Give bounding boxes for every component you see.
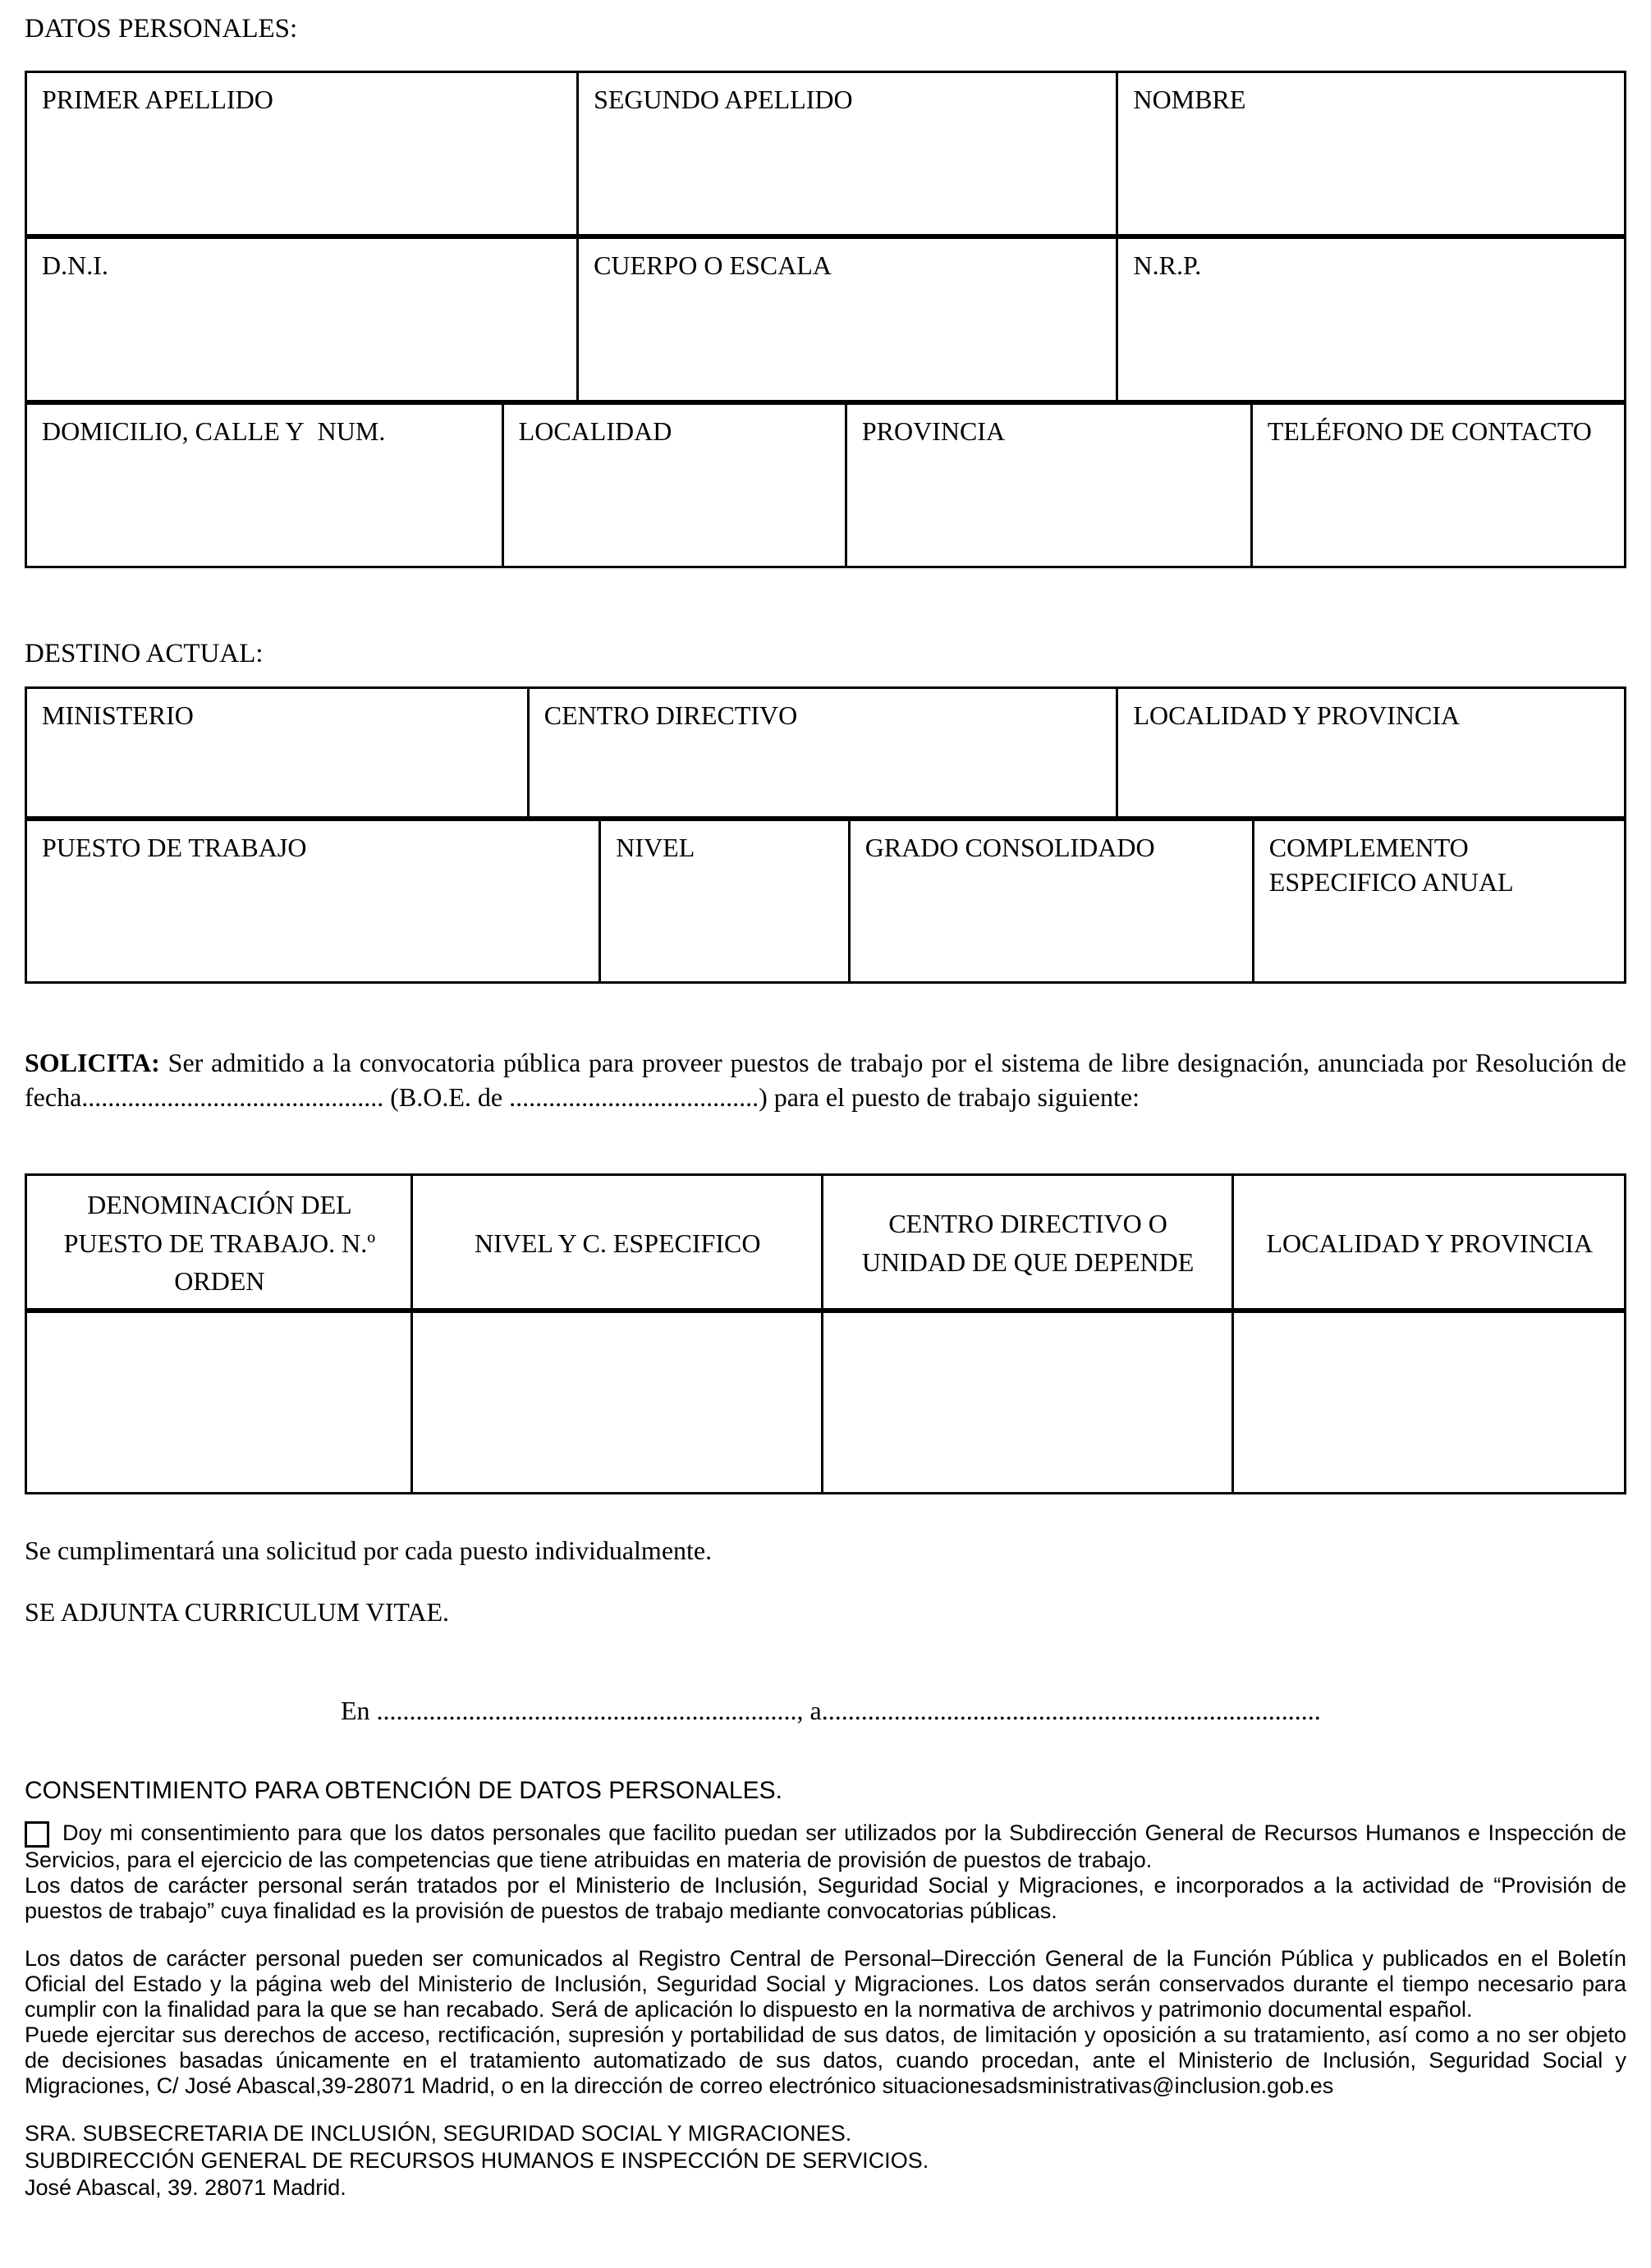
field-telefono xyxy=(1250,405,1624,566)
consent-heading: CONSENTIMIENTO PARA OBTENCIÓN DE DATOS PERSONALES. xyxy=(25,1777,782,1805)
field-nrp xyxy=(1116,239,1624,400)
field-label: NIVEL xyxy=(616,833,695,863)
field-label: PUESTO DE TRABAJO xyxy=(42,833,307,863)
section-title-datos-personales: DATOS PERSONALES: xyxy=(25,14,298,44)
field-label: GRADO CONSOLIDADO xyxy=(864,833,1155,863)
table-row xyxy=(25,402,1626,568)
empty-cell-denominacion xyxy=(27,1313,410,1492)
table-row xyxy=(25,236,1626,402)
consent-checkbox[interactable] xyxy=(25,1821,49,1848)
field-localidad xyxy=(502,405,845,566)
personal-data-table xyxy=(25,71,1626,568)
column-header: CENTRO DIRECTIVO O UNIDAD DE QUE DEPENDE xyxy=(861,1209,1195,1277)
note-single-request: Se cumplimentará una solicitud por cada puesto individualmente. xyxy=(25,1536,713,1566)
field-label: PROVINCIA xyxy=(861,415,1006,446)
solicita-paragraph xyxy=(25,1045,1626,1114)
empty-cell-localidad-provincia xyxy=(1231,1313,1624,1492)
field-label: LOCALIDAD Y PROVINCIA xyxy=(1133,700,1461,731)
field-centro-directivo xyxy=(527,689,1117,816)
requested-post-table xyxy=(25,1173,1626,1494)
field-label: TELÉFONO DE CONTACTO xyxy=(1267,415,1592,446)
table-header-row xyxy=(25,1173,1626,1311)
consent-block xyxy=(25,1946,1626,2099)
consent-block xyxy=(25,1820,1626,1924)
field-nombre xyxy=(1116,73,1624,234)
field-ministerio xyxy=(27,689,527,816)
field-label: SEGUNDO APELLIDO xyxy=(594,84,853,114)
note-curriculum: SE ADJUNTA CURRICULUM VITAE. xyxy=(25,1597,449,1628)
column-header: NIVEL Y C. ESPECIFICO xyxy=(475,1228,761,1258)
header-centro-directivo xyxy=(821,1176,1231,1308)
section-title-destino-actual: DESTINO ACTUAL: xyxy=(25,638,264,668)
empty-cell-nivel-especifico xyxy=(410,1313,821,1492)
field-label: LOCALIDAD xyxy=(518,415,672,446)
column-header: DENOMINACIÓN DEL PUESTO DE TRABAJO. N.º ORDEN xyxy=(63,1190,376,1296)
field-cuerpo-escala xyxy=(576,239,1116,400)
header-nivel-especifico xyxy=(410,1176,821,1308)
field-domicilio xyxy=(27,405,502,566)
field-segundo-apellido xyxy=(576,73,1116,234)
field-puesto-trabajo xyxy=(27,821,598,981)
addressee-line-3: José Abascal, 39. 28071 Madrid. xyxy=(25,2175,346,2201)
field-provincia xyxy=(845,405,1250,566)
consent-paragraph-1 xyxy=(25,1820,1626,1873)
field-label: COMPLEMENTO ESPECIFICO ANUAL xyxy=(1268,833,1514,897)
consent-paragraph-4: Puede ejercitar sus derechos de acceso, rectificación, supresión y portabilidad de sus datos, de limitación y oposición a su tratamiento, así como a no ser objeto de decisiones basadas únicamente en el tratamiento automatizado de sus datos, cuando procedan, ante el Ministerio de Inclusión, Seguridad Social y Migraciones, C/ José Abascal,39-28071 Madrid, o en la dirección de correo electrónico situacionesadsministrativas@inclusion.gob.es xyxy=(25,2022,1626,2099)
addressee-footer xyxy=(25,2120,1626,2201)
field-grado-consolidado xyxy=(848,821,1252,981)
table-row xyxy=(25,686,1626,819)
consent-text-1: Doy mi consentimiento para que los datos personales que facilito puedan ser utilizados por la Subdirección General de Recursos Humanos e Inspección de Servicios, para el ejercicio de las competencias que tiene atribuidas en materia de provisión de puestos de trabajo. xyxy=(25,1820,1626,1873)
addressee-line-2: SUBDIRECCIÓN GENERAL DE RECURSOS HUMANOS E INSPECCIÓN DE SERVICIOS. xyxy=(25,2148,929,2174)
field-label: CUERPO O ESCALA xyxy=(594,250,832,280)
consent-paragraph-2: Los datos de carácter personal serán tratados por el Ministerio de Inclusión, Seguridad Social y Migraciones, e incorporados a la actividad de “Provisión de puestos de trabajo” cuya finalidad es la provisión de puestos de trabajo mediante convocatorias públicas. xyxy=(25,1873,1626,1924)
header-localidad-provincia xyxy=(1231,1176,1624,1308)
field-label: CENTRO DIRECTIVO xyxy=(543,700,798,731)
addressee-line-1: SRA. SUBSECRETARIA DE INCLUSIÓN, SEGURIDAD SOCIAL Y MIGRACIONES. xyxy=(25,2121,852,2146)
empty-cell-centro-directivo xyxy=(821,1313,1231,1492)
field-label: NOMBRE xyxy=(1133,84,1246,114)
field-primer-apellido xyxy=(27,73,576,234)
current-destination-table xyxy=(25,686,1626,984)
consent-paragraph-3: Los datos de carácter personal pueden ser comunicados al Registro Central de Personal–Dirección General de la Función Pública y publicados en el Boletín Oficial del Estado y la página web del Ministerio de Inclusión, Seguridad Social y Migraciones. Los datos serán conservados durante el tiempo necesario para cumplir con la finalidad para la que se han recabado. Será de aplicación lo dispuesto en la normativa de archivos y patrimonio documental español. xyxy=(25,1946,1626,2022)
field-label: DOMICILIO, CALLE Y NUM. xyxy=(42,415,386,446)
column-header: LOCALIDAD Y PROVINCIA xyxy=(1266,1228,1594,1258)
solicita-text: Ser admitido a la convocatoria pública para proveer puestos de trabajo por el sistema de libre designación, anunciada por Resolución de fecha.............................................. (B.O.E. de ......................................) para el puesto de trabajo siguiente: xyxy=(25,1048,1626,1113)
header-denominacion xyxy=(27,1176,410,1308)
field-nivel xyxy=(598,821,847,981)
field-label: PRIMER APELLIDO xyxy=(42,84,273,114)
field-dni xyxy=(27,239,576,400)
table-row xyxy=(25,71,1626,236)
table-row xyxy=(25,819,1626,984)
field-label: MINISTERIO xyxy=(42,700,194,731)
field-label: N.R.P. xyxy=(1133,250,1202,280)
field-label: D.N.I. xyxy=(42,250,108,280)
table-empty-row xyxy=(25,1311,1626,1494)
field-complemento-especifico xyxy=(1252,821,1624,981)
solicita-label: SOLICITA: xyxy=(25,1048,160,1078)
place-date-line: En ................................................................, a............................................................................ xyxy=(341,1696,1321,1726)
field-localidad-provincia xyxy=(1116,689,1624,816)
